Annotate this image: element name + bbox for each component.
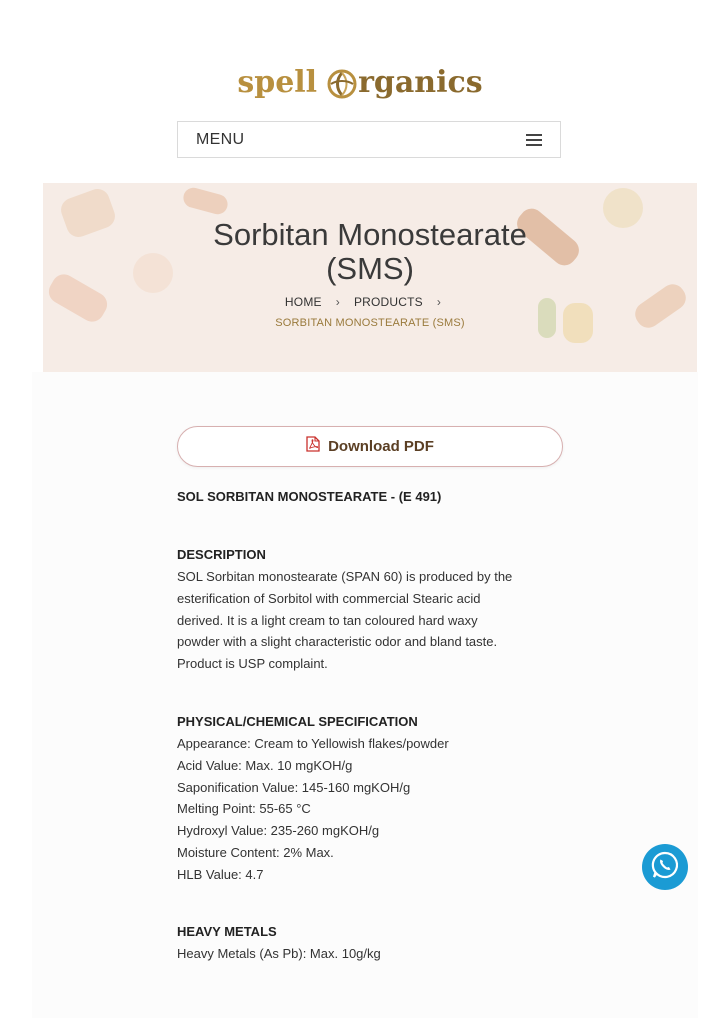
- product-heading: SOL SORBITAN MONOSTEARATE - (E 491): [177, 489, 442, 504]
- whatsapp-icon: [650, 850, 680, 885]
- description-line: derived. It is a light cream to tan coloured hard waxy: [177, 612, 478, 628]
- menu-toggle-bar[interactable]: [177, 121, 561, 158]
- logo-word-organics: rganics: [358, 64, 483, 100]
- heavy-metals-value: Heavy Metals (As Pb): Max. 10g/kg: [177, 946, 381, 961]
- breadcrumb-home-link[interactable]: HOME: [284, 295, 322, 309]
- chevron-right-icon: ›: [335, 295, 340, 309]
- product-heading-section: [177, 486, 577, 508]
- download-pdf-label: Download PDF: [328, 438, 434, 455]
- description-section: [177, 544, 577, 675]
- description-line: powder with a slight characteristic odor and bland taste.: [177, 634, 498, 650]
- breadcrumb: [43, 295, 697, 309]
- heavy-metals-heading: HEAVY METALS: [177, 924, 277, 939]
- description-line: SOL Sorbitan monostearate (SPAN 60) is produced by the: [177, 569, 513, 584]
- chevron-right-icon: ›: [436, 295, 442, 309]
- spec-moisture-content: Moisture Content: 2% Max.: [177, 844, 334, 860]
- page-title-line2: (SMS): [326, 251, 414, 286]
- description-line: Product is USP complaint.: [177, 656, 328, 672]
- description-heading: DESCRIPTION: [177, 547, 266, 562]
- hamburger-icon[interactable]: [526, 134, 542, 146]
- page-title-line1: Sorbitan Monostearate: [213, 217, 527, 252]
- specification-heading: PHYSICAL/CHEMICAL SPECIFICATION: [177, 714, 418, 729]
- site-logo[interactable]: [0, 60, 720, 104]
- page-title: [43, 218, 697, 286]
- logo-word-spell: spell: [237, 64, 318, 100]
- heavy-metals-section: [177, 921, 577, 965]
- spec-appearance: Appearance: Cream to Yellowish flakes/powder: [177, 736, 449, 751]
- pdf-icon: [306, 436, 320, 457]
- spec-hlb-value: HLB Value: 4.7: [177, 866, 264, 882]
- whatsapp-chat-button[interactable]: [642, 844, 688, 890]
- logo-mark-icon: [327, 69, 357, 99]
- page-hero-banner: [43, 183, 697, 372]
- spec-acid-value: Acid Value: Max. 10 mgKOH/g: [177, 757, 353, 773]
- menu-label: MENU: [196, 130, 245, 148]
- description-line: esterification of Sorbitol with commercial Stearic acid: [177, 590, 481, 606]
- specification-section: [177, 711, 577, 886]
- breadcrumb-products-link[interactable]: PRODUCTS: [353, 295, 423, 309]
- decorative-image: [181, 186, 230, 217]
- download-pdf-button[interactable]: [177, 426, 563, 467]
- spec-hydroxyl-value: Hydroxyl Value: 235-260 mgKOH/g: [177, 823, 380, 839]
- spec-saponification-value: Saponification Value: 145-160 mgKOH/g: [177, 779, 411, 795]
- breadcrumb-current: SORBITAN MONOSTEARATE (SMS): [275, 317, 465, 329]
- spec-melting-point: Melting Point: 55-65 °C: [177, 801, 311, 817]
